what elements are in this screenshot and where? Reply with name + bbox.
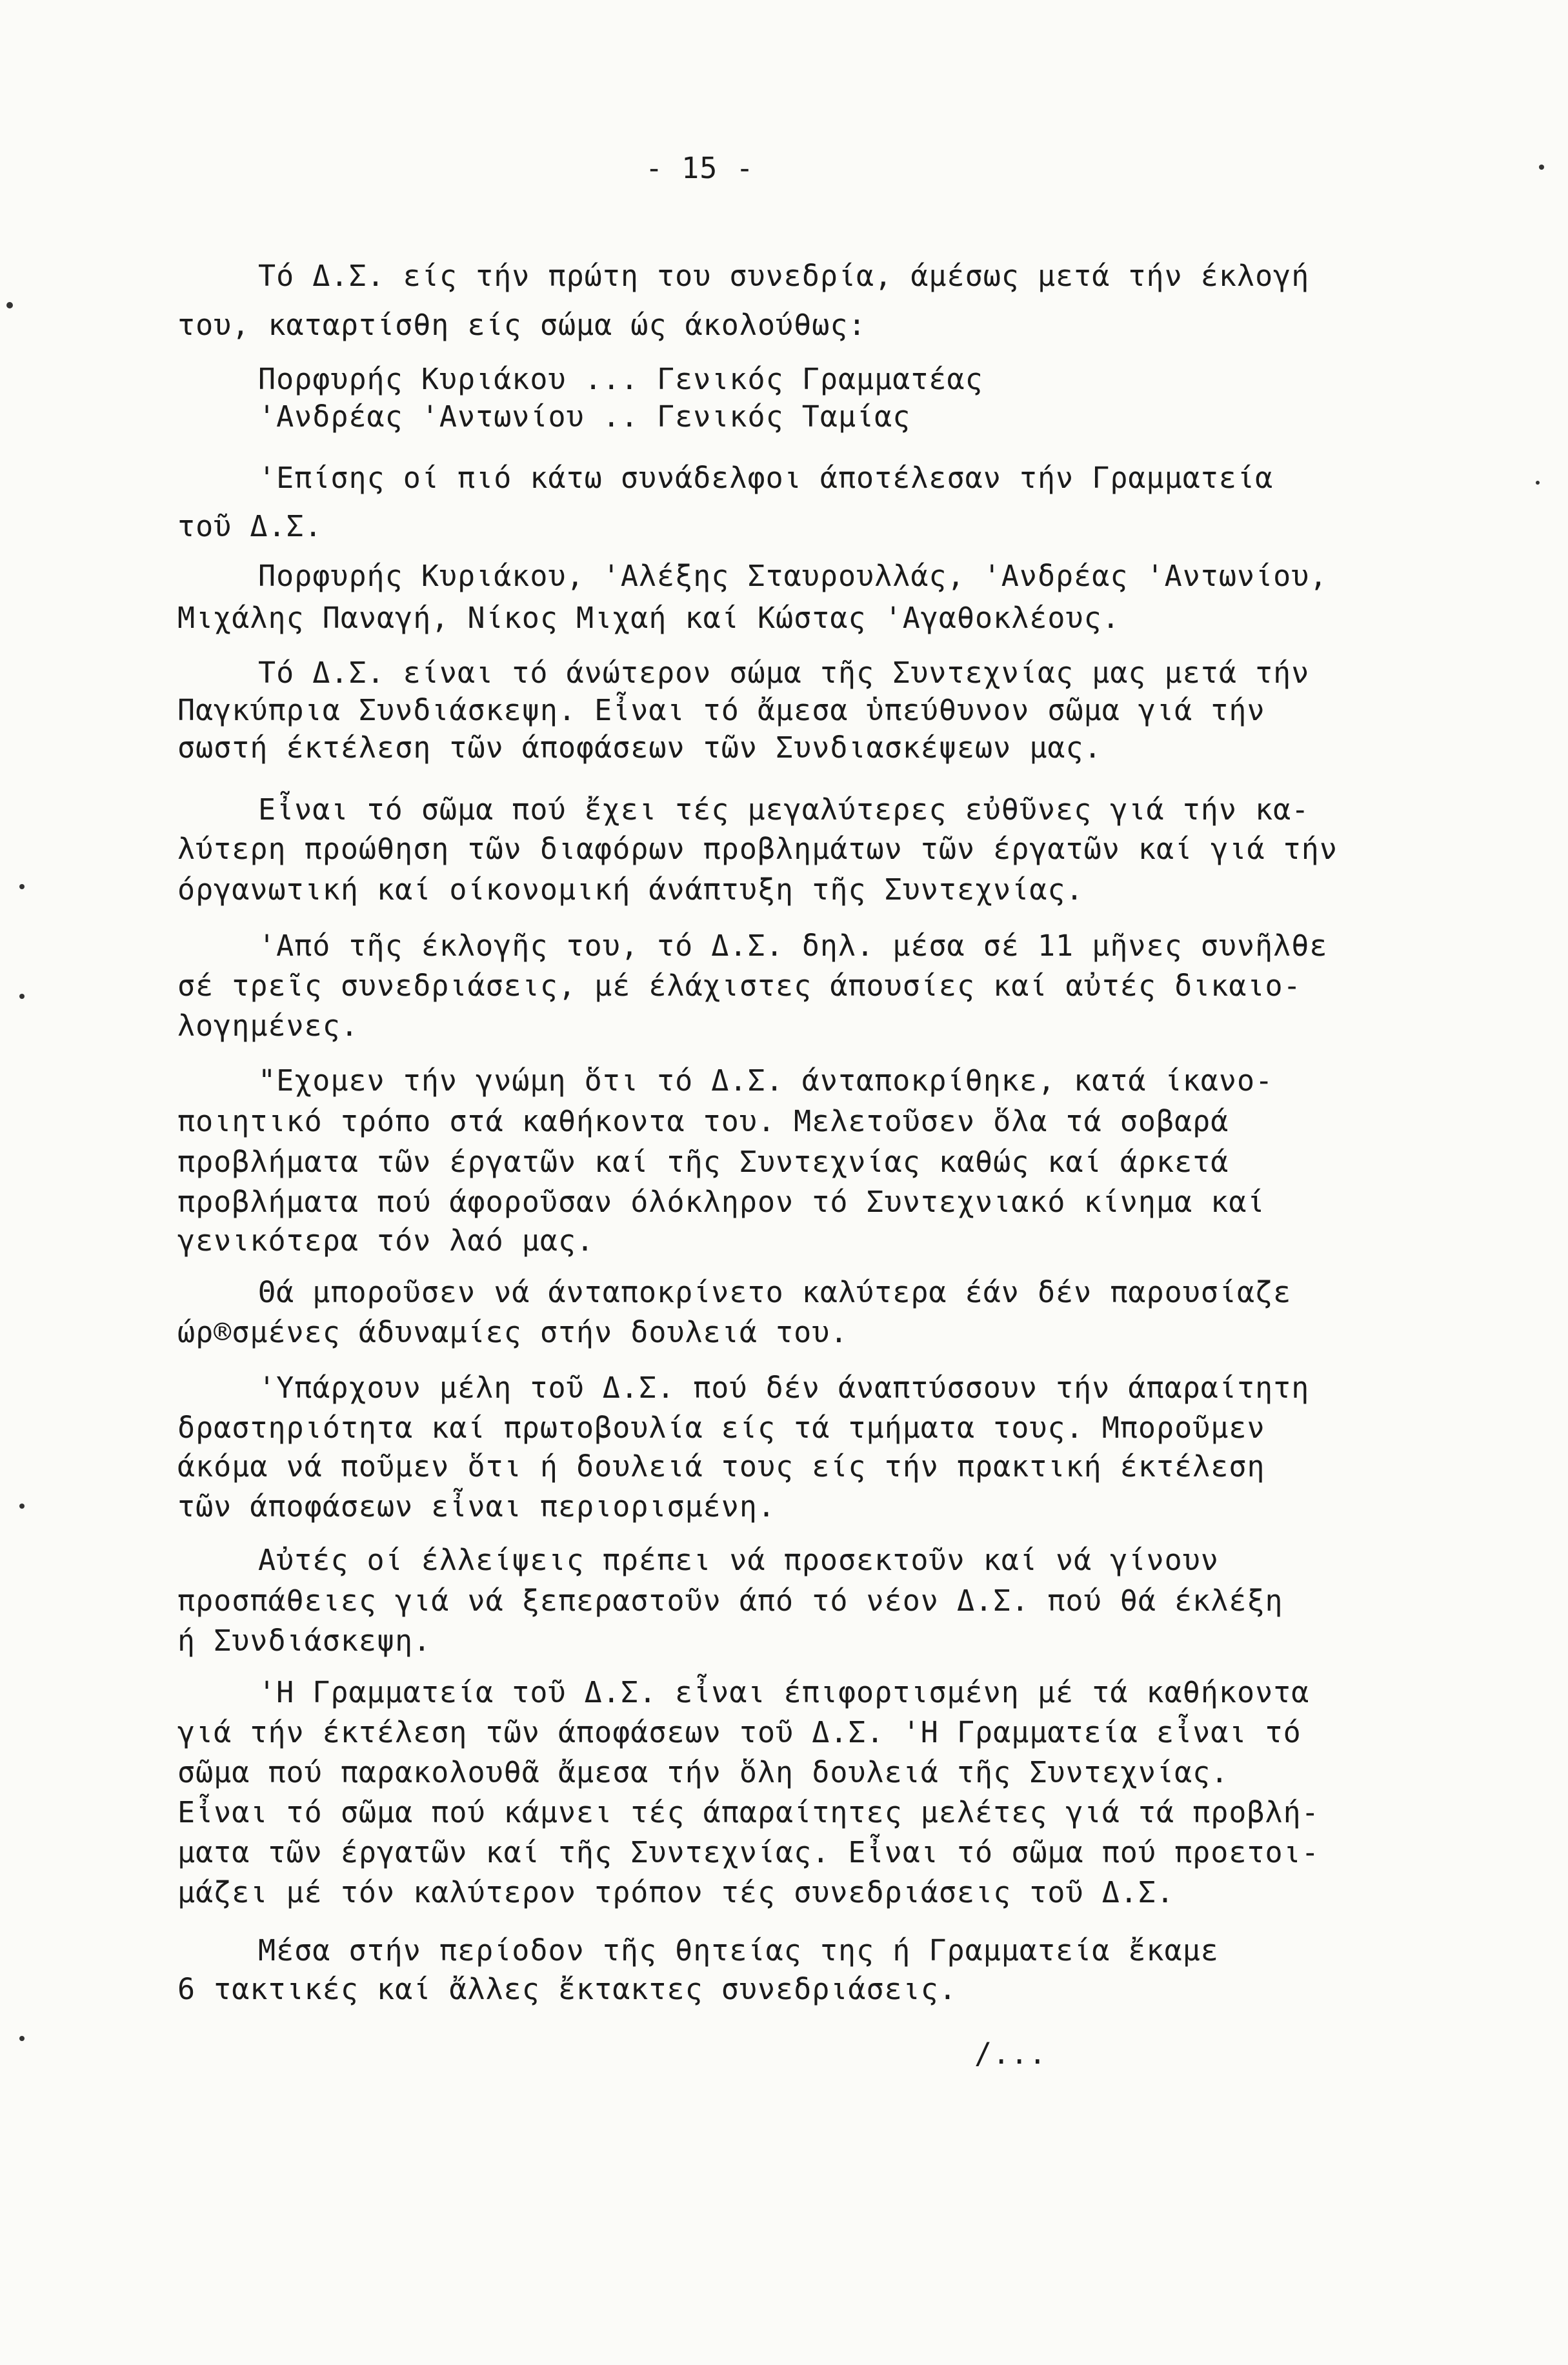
scan-speck: [19, 994, 25, 999]
scan-speck: [1536, 481, 1540, 485]
paragraph-line: του, καταρτίσθη είς σώμα ώς άκολούθως:: [177, 308, 867, 342]
paragraph-line: σῶμα πού παρακολουθᾶ ἄμεσα τήν ὅλη δουλειά τῆς Συντεχνίας.: [177, 1755, 1229, 1789]
paragraph-line: λύτερη προώθηση τῶν διαφόρων προβλημάτων τῶν έργατῶν καί γιά τήν: [177, 832, 1338, 866]
paragraph-line: Παγκύπρια Συνδιάσκεψη. Εἶναι τό ἄμεσα ὑπεύθυνον σῶμα γιά τήν: [177, 693, 1265, 727]
paragraph-line: Θά μποροῦσεν νά άνταποκρίνετο καλύτερα έάν δέν παρουσίαζε: [258, 1275, 1292, 1309]
paragraph-line: "Εχομεν τήν γνώμη ὅτι τό Δ.Σ. άνταποκρίθηκε, κατά ίκανο-: [258, 1063, 1274, 1098]
paragraph-line: προσπάθειες γιά νά ξεπεραστοῦν άπό τό νέον Δ.Σ. πού θά έκλέξη: [177, 1584, 1283, 1618]
paragraph-line: 'Από τῆς έκλογῆς του, τό Δ.Σ. δηλ. μέσα σέ 11 μῆνες συνῆλθε: [258, 929, 1328, 963]
paragraph-line: μάζει μέ τόν καλύτερον τρόπον τές συνεδριάσεις τοῦ Δ.Σ.: [177, 1875, 1175, 1909]
paragraph-line: ποιητικό τρόπο στά καθήκοντα του. Μελετοῦσεν ὅλα τά σοβαρά: [177, 1104, 1229, 1138]
paragraph-line: δραστηριότητα καί πρωτοβουλία είς τά τμήματα τους. Μποροῦμεν: [177, 1411, 1265, 1445]
paragraph-line: ώρ®σμένες άδυναμίες στήν δουλειά του.: [177, 1315, 849, 1349]
continuation-mark: /...: [974, 2037, 1047, 2071]
paragraph-line: 'Η Γραμματεία τοῦ Δ.Σ. εἶναι έπιφορτισμένη μέ τά καθήκοντα: [258, 1675, 1310, 1709]
paragraph-line: σέ τρεῖς συνεδριάσεις, μέ έλάχιστες άπουσίες καί αὐτές δικαιο-: [177, 969, 1302, 1003]
paragraph-line: 'Υπάρχουν μέλη τοῦ Δ.Σ. πού δέν άναπτύσσουν τήν άπαραίτητη: [258, 1371, 1310, 1405]
paragraph-line: Μέσα στήν περίοδον τῆς θητείας της ή Γραμματεία ἔκαμε: [258, 1933, 1219, 1967]
paragraph-line: λογημένες.: [177, 1009, 359, 1043]
paragraph-line: 6 τακτικές καί ἄλλες ἔκτακτες συνεδριάσεις.: [177, 1972, 957, 2006]
paragraph-line: τοῦ Δ.Σ.: [177, 509, 323, 543]
scan-speck: [6, 302, 13, 308]
paragraph-line: Πορφυρής Κυριάκου, 'Αλέξης Σταυρουλλάς, 'Ανδρέας 'Αντωνίου,: [258, 559, 1328, 593]
paragraph-line: Μιχάλης Παναγή, Νίκος Μιχαή καί Κώστας 'Αγαθοκλέους.: [177, 601, 1120, 635]
paragraph-line: 'Επίσης οί πιό κάτω συνάδελφοι άποτέλεσαν τήν Γραμματεία: [258, 461, 1274, 495]
paragraph-line: γιά τήν έκτέλεση τῶν άποφάσεων τοῦ Δ.Σ. 'Η Γραμματεία εἶναι τό: [177, 1715, 1302, 1749]
paragraph-line: τῶν άποφάσεων εἶναι περιορισμένη.: [177, 1489, 776, 1524]
paragraph-line: Αὐτές οί έλλείψεις πρέπει νά προσεκτοῦν καί νά γίνουν: [258, 1543, 1219, 1577]
paragraph-line: άκόμα νά ποῦμεν ὅτι ή δουλειά τους είς τήν πρακτική έκτέλεση: [177, 1449, 1265, 1484]
paragraph-line: Τό Δ.Σ. είναι τό άνώτερον σώμα τῆς Συντεχνίας μας μετά τήν: [258, 656, 1310, 690]
scan-speck: [19, 1504, 25, 1509]
scan-speck: [1539, 165, 1544, 170]
paragraph-line: προβλήματα πού άφοροῦσαν όλόκληρον τό Συντεχνιακό κίνημα καί: [177, 1185, 1265, 1219]
paragraph-line: 'Ανδρέας 'Αντωνίου .. Γενικός Ταμίας: [258, 399, 911, 434]
paragraph-line: Πορφυρής Κυριάκου ... Γενικός Γραμματέας: [258, 362, 983, 396]
scan-speck: [19, 884, 25, 889]
paragraph-line: Εἶναι τό σῶμα πού ἔχει τές μεγαλύτερες εὐθῦνες γιά τήν κα-: [258, 792, 1310, 827]
paragraph-line: γενικότερα τόν λαό μας.: [177, 1223, 595, 1258]
paragraph-line: ματα τῶν έργατῶν καί τῆς Συντεχνίας. Εἶναι τό σῶμα πού προετοι-: [177, 1835, 1320, 1869]
paragraph-line: Τό Δ.Σ. είς τήν πρώτη του συνεδρία, άμέσως μετά τήν έκλογή: [258, 259, 1310, 293]
paragraph-line: όργανωτική καί οίκονομική άνάπτυξη τῆς Συντεχνίας.: [177, 872, 1084, 907]
scan-speck: [19, 2036, 25, 2041]
paragraph-line: ή Συνδιάσκεψη.: [177, 1624, 432, 1658]
page-number: - 15 -: [645, 151, 754, 185]
paragraph-line: προβλήματα τῶν έργατῶν καί τῆς Συντεχνίας καθώς καί άρκετά: [177, 1145, 1229, 1179]
paragraph-line: σωστή έκτέλεση τῶν άποφάσεων τῶν Συνδιασκέψεων μας.: [177, 730, 1102, 765]
paragraph-line: Εἶναι τό σῶμα πού κάμνει τές άπαραίτητες μελέτες γιά τά προβλή-: [177, 1795, 1320, 1829]
